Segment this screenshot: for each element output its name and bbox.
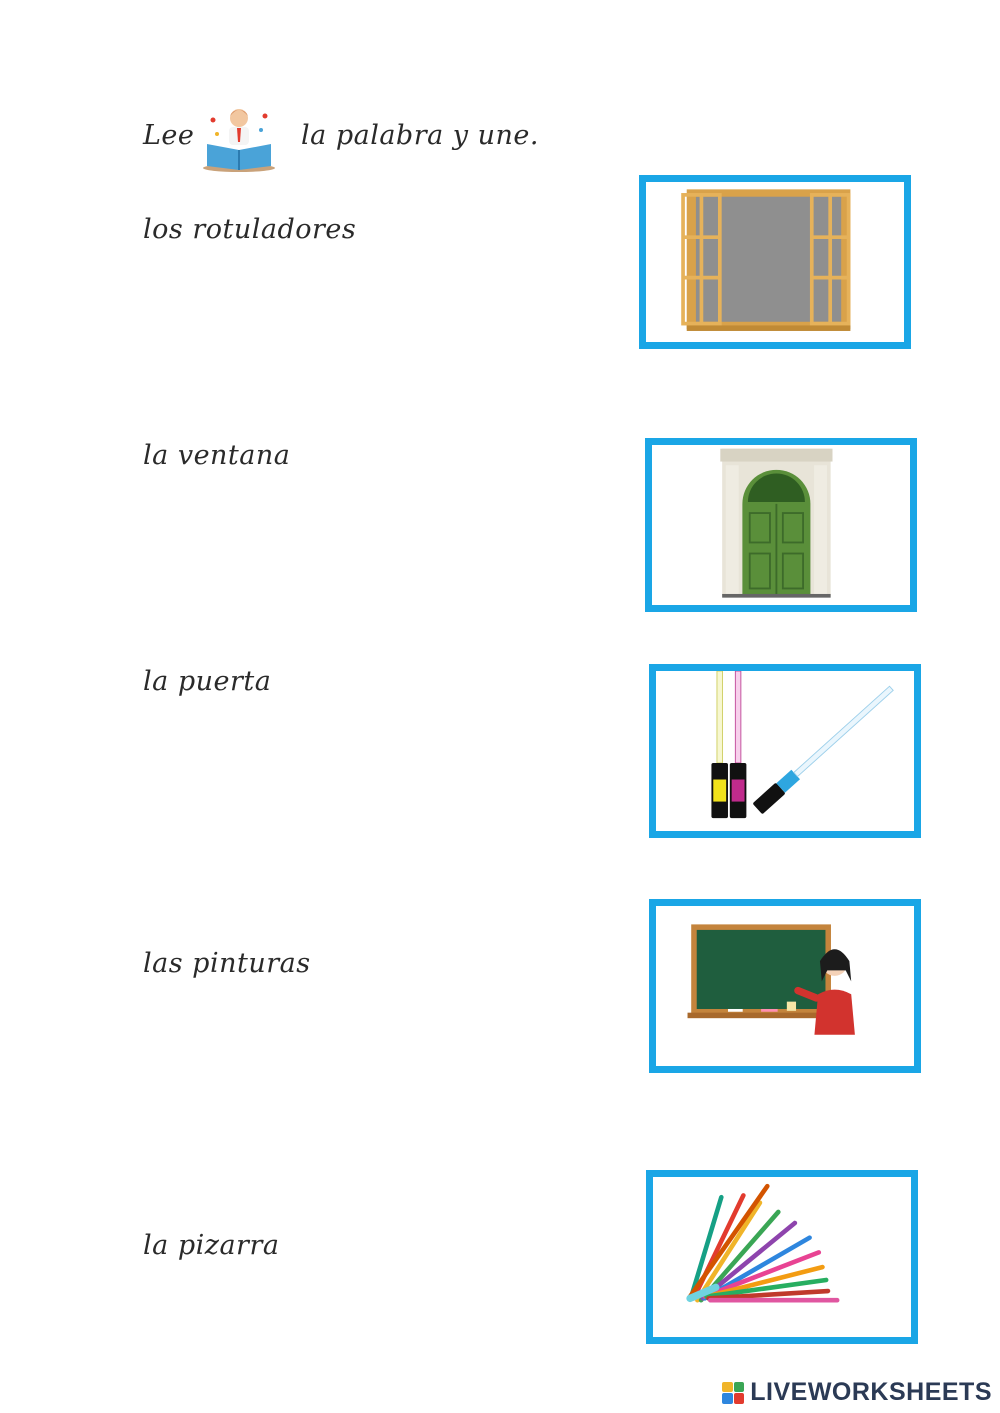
card-pencils[interactable] — [646, 1170, 918, 1344]
window-picture — [646, 182, 904, 342]
brand-text: LIVEWORKSHEETS — [750, 1378, 992, 1406]
card-blackboard[interactable] — [649, 899, 921, 1073]
card-door[interactable] — [645, 438, 917, 612]
word-1[interactable]: los rotuladores — [143, 214, 357, 245]
reading-child-icon — [199, 104, 279, 174]
liveworksheets-logo — [722, 1378, 992, 1407]
door-picture — [652, 445, 910, 605]
word-4[interactable]: las pinturas — [143, 948, 311, 979]
word-2[interactable]: la ventana — [143, 440, 291, 471]
word-5[interactable]: la pizarra — [143, 1230, 280, 1261]
card-window[interactable] — [639, 175, 911, 349]
colored-pencils-picture — [653, 1177, 911, 1337]
instruction-text: la palabra y une. — [301, 120, 539, 151]
liveworksheets-mark-icon — [722, 1382, 744, 1404]
instruction-lee: Lee — [143, 120, 195, 151]
card-markers[interactable] — [649, 664, 921, 838]
word-3[interactable]: la puerta — [143, 666, 272, 697]
blackboard-teacher-picture — [656, 906, 914, 1066]
instruction — [143, 100, 563, 180]
markers-picture — [656, 671, 914, 831]
